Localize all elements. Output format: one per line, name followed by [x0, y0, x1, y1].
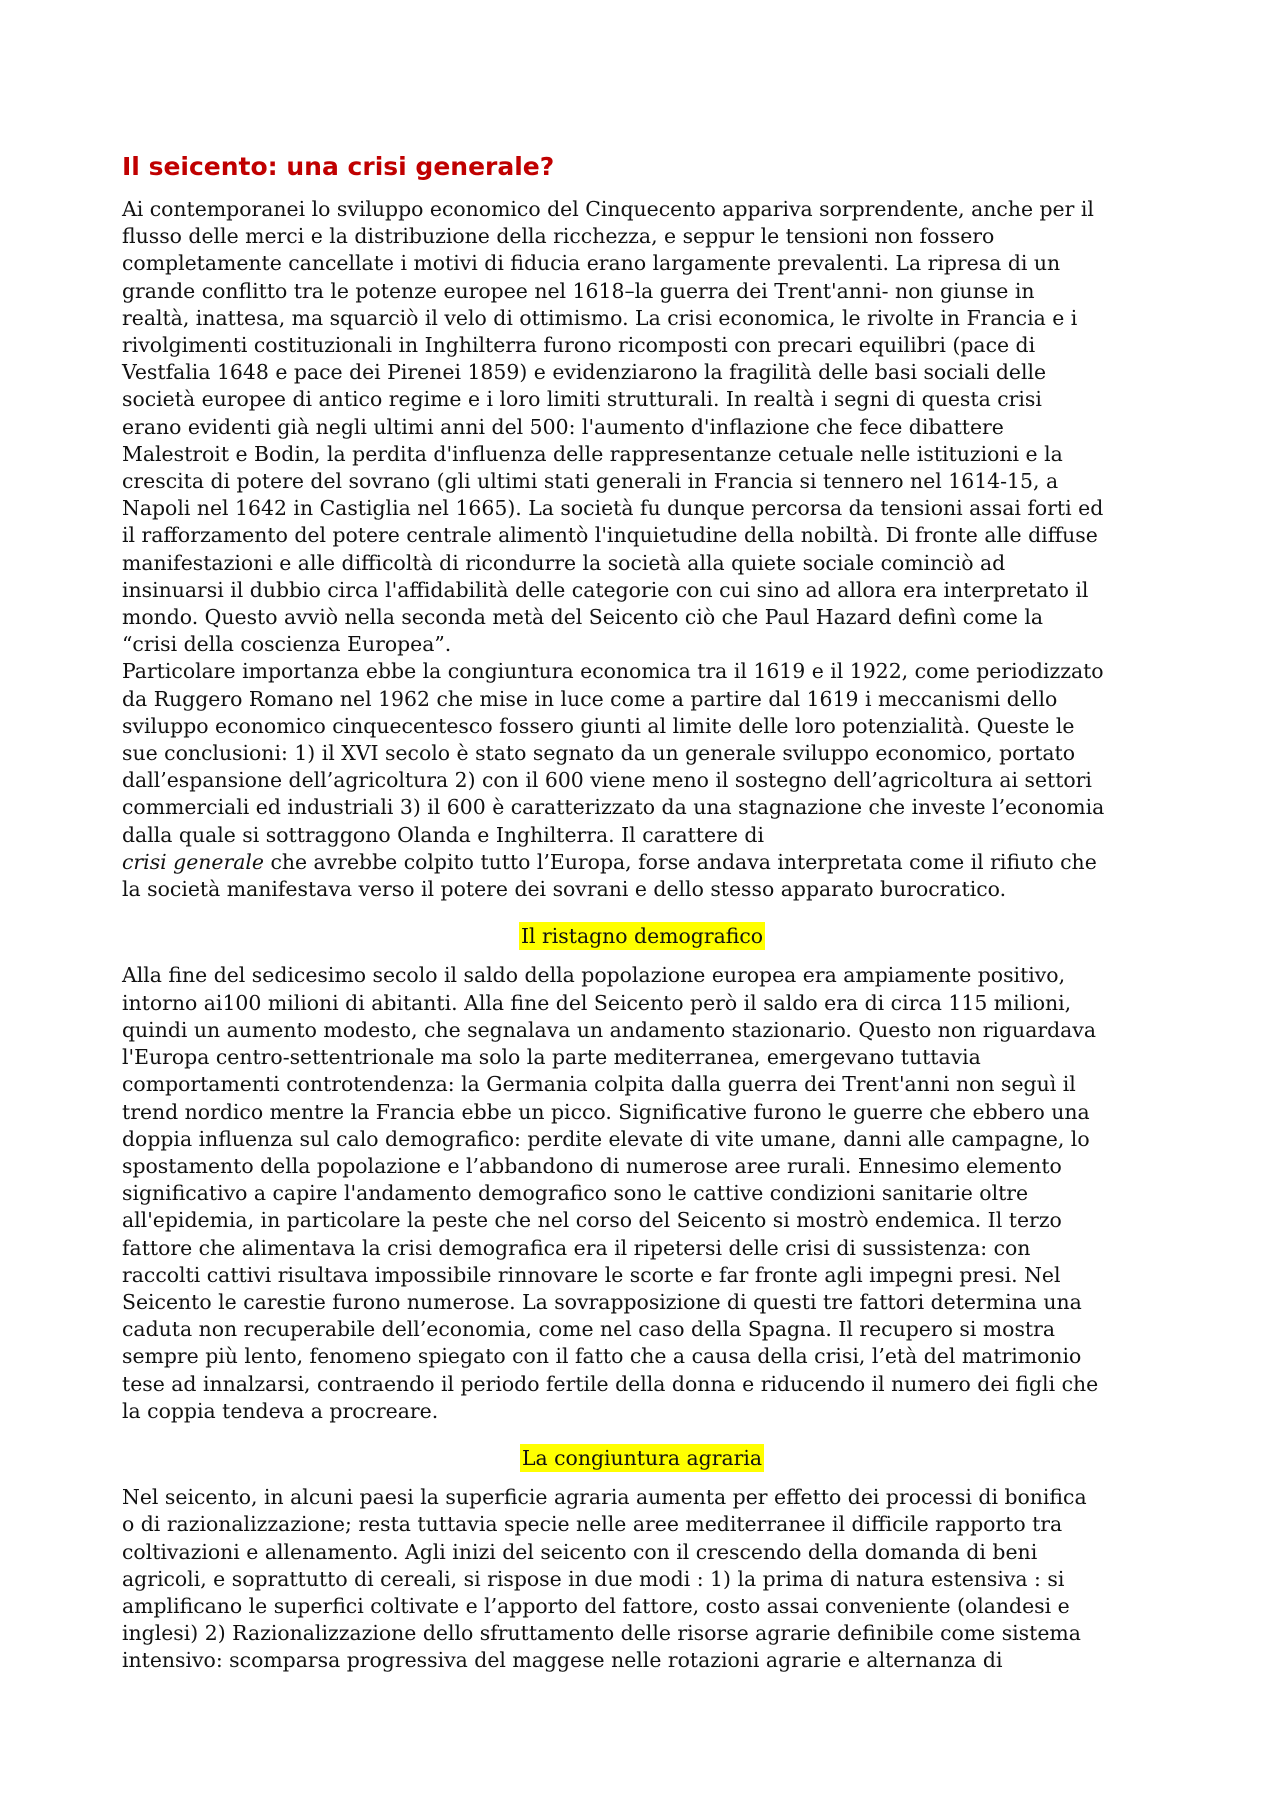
section-heading-wrapper: [122, 923, 1162, 950]
intro-text-part-1: Ai contemporanei lo sviluppo economico del Cinquecento appariva sorprendente, anche per il flusso delle merci e la distribuzione della ricchezza, e seppur le tensioni non fossero completamente cancellate i motivi di fiducia erano largamente prevalenti. La ripresa di un grande conflitto tra le potenze europee nel 1618–la guerra dei Trent'anni- non giunse in realtà, inattesa, ma squarciò il velo di ottimismo. La crisi economica, le rivolte in Francia e i rivolgimenti costituzionali in Inghilterra furono ricomposti con precari equilibri (pace di Vestfalia 1648 e pace dei Pirenei 1859) e evidenziarono la fragilità delle basi sociali delle società europee di antico regime e i loro limiti strutturali. In realtà i segni di questa crisi erano evidenti già negli ultimi anni del 500: l'aumento d'inflazione che fece dibattere Malestroit e Bodin, la perdita d'influenza delle rappresentanze cetuale nelle istituzioni e la crescita di potere del sovrano (gli ultimi stati generali in Francia si tennero nel 1614-15, a Napoli nel 1642 in Castiglia nel 1665). La società fu dunque percorsa da tensioni assai forti ed il rafforzamento del potere centrale alimentò l'inquietudine della nobiltà. Di fronte alle diffuse manifestazioni e alle difficoltà di ricondurre la società alla quiete sociale cominciò ad insinuarsi il dubbio circa l'affidabilità delle categorie con cui sino ad allora era interpretato il mondo. Questo avviò nella seconda metà del Seicento ciò che Paul Hazard definì come la “crisi della coscienza Europea”. Particolare importanza ebbe la congiuntura economica tra il 1619 e il 1922, come periodizzato da Ruggero Romano nel 1962 che mise in luce come a partire dal 1619 i meccanismi dello sviluppo economico cinquecentesco fossero giunti al limite delle loro potenzialità. Queste le sue conclusioni: 1) il XVI secolo è stato segnato da un generale sviluppo economico, portato dall’espansione dell’agricoltura 2) con il 600 viene meno il sostegno dell’agricoltura ai settori commerciali ed industriali 3) il 600 è caratterizzato da una stagnazione che investe l’economia dalla quale si sottraggono Olanda e Inghilterra. Il carattere di: [122, 197, 1105, 847]
document-body: [122, 150, 1162, 1675]
intro-italic-phrase: crisi generale: [122, 849, 264, 874]
section-heading-wrapper: [122, 1445, 1162, 1472]
section-paragraph-congiuntura-agraria: Nel seicento, in alcuni paesi la superficie agraria aumenta per effetto dei processi di bonifica o di razionalizzazione; resta tuttavia specie nelle aree mediterranee il difficile rapporto tra coltivazioni e allenamento. Agli inizi del seicento con il crescendo della domanda di beni agricoli, e soprattutto di cereali, si rispose in due modi : 1) la prima di natura estensiva : si amplificano le superfici coltivate e l’apporto del fattore, costo assai conveniente (olandesi e inglesi) 2) Razionalizzazione dello sfruttamento delle risorse agrarie definibile come sistema intensivo: scomparsa progressiva del maggese nelle rotazioni agrarie e alternanza di: [122, 1485, 1087, 1673]
page-title: Il seicento: una crisi generale?: [122, 152, 555, 181]
intro-text-part-2: che avrebbe colpito tutto l’Europa, forse andava interpretata come il rifiuto che la società manifestava verso il potere dei sovrani e dello stesso apparato burocratico.: [122, 849, 1097, 902]
section-heading-ristagno-demografico: Il ristagno demografico: [520, 924, 764, 949]
section-heading-congiuntura-agraria: La congiuntura agraria: [521, 1445, 763, 1470]
intro-paragraph: [122, 196, 1162, 903]
section-paragraph-ristagno-demografico: Alla fine del sedicesimo secolo il saldo della popolazione europea era ampiamente positivo, intorno ai100 milioni di abitanti. Alla fine del Seicento però il saldo era di circa 115 milioni, quindi un aumento modesto, che segnalava un andamento stazionario. Questo non riguardava l'Europa centro-settentrionale ma solo la parte mediterranea, emergevano tuttavia comportamenti controtendenza: la Germania colpita dalla guerra dei Trent'anni non seguì il trend nordico mentre la Francia ebbe un picco. Significative furono le guerre che ebbero una doppia influenza sul calo demografico: perdite elevate di vite umane, danni alle campagne, lo spostamento della popolazione e l’abbandono di numerose aree rurali. Ennesimo elemento significativo a capire l'andamento demografico sono le cattive condizioni sanitarie oltre all'epidemia, in particolare la peste che nel corso del Seicento si mostrò endemica. Il terzo fattore che alimentava la crisi demografica era il ripetersi delle crisi di sussistenza: con raccolti cattivi risultava impossibile rinnovare le scorte e far fronte agli impegni presi. Nel Seicento le carestie furono numerose. La sovrapposizione di questi tre fattori determina una caduta non recuperabile dell’economia, come nel caso della Spagna. Il recupero si mostra sempre più lento, fenomeno spiegato con il fatto che a causa della crisi, l’età del matrimonio tese ad innalzarsi, contraendo il periodo fertile della donna e riducendo il numero dei figli che la coppia tendeva a procreare.: [122, 963, 1099, 1423]
